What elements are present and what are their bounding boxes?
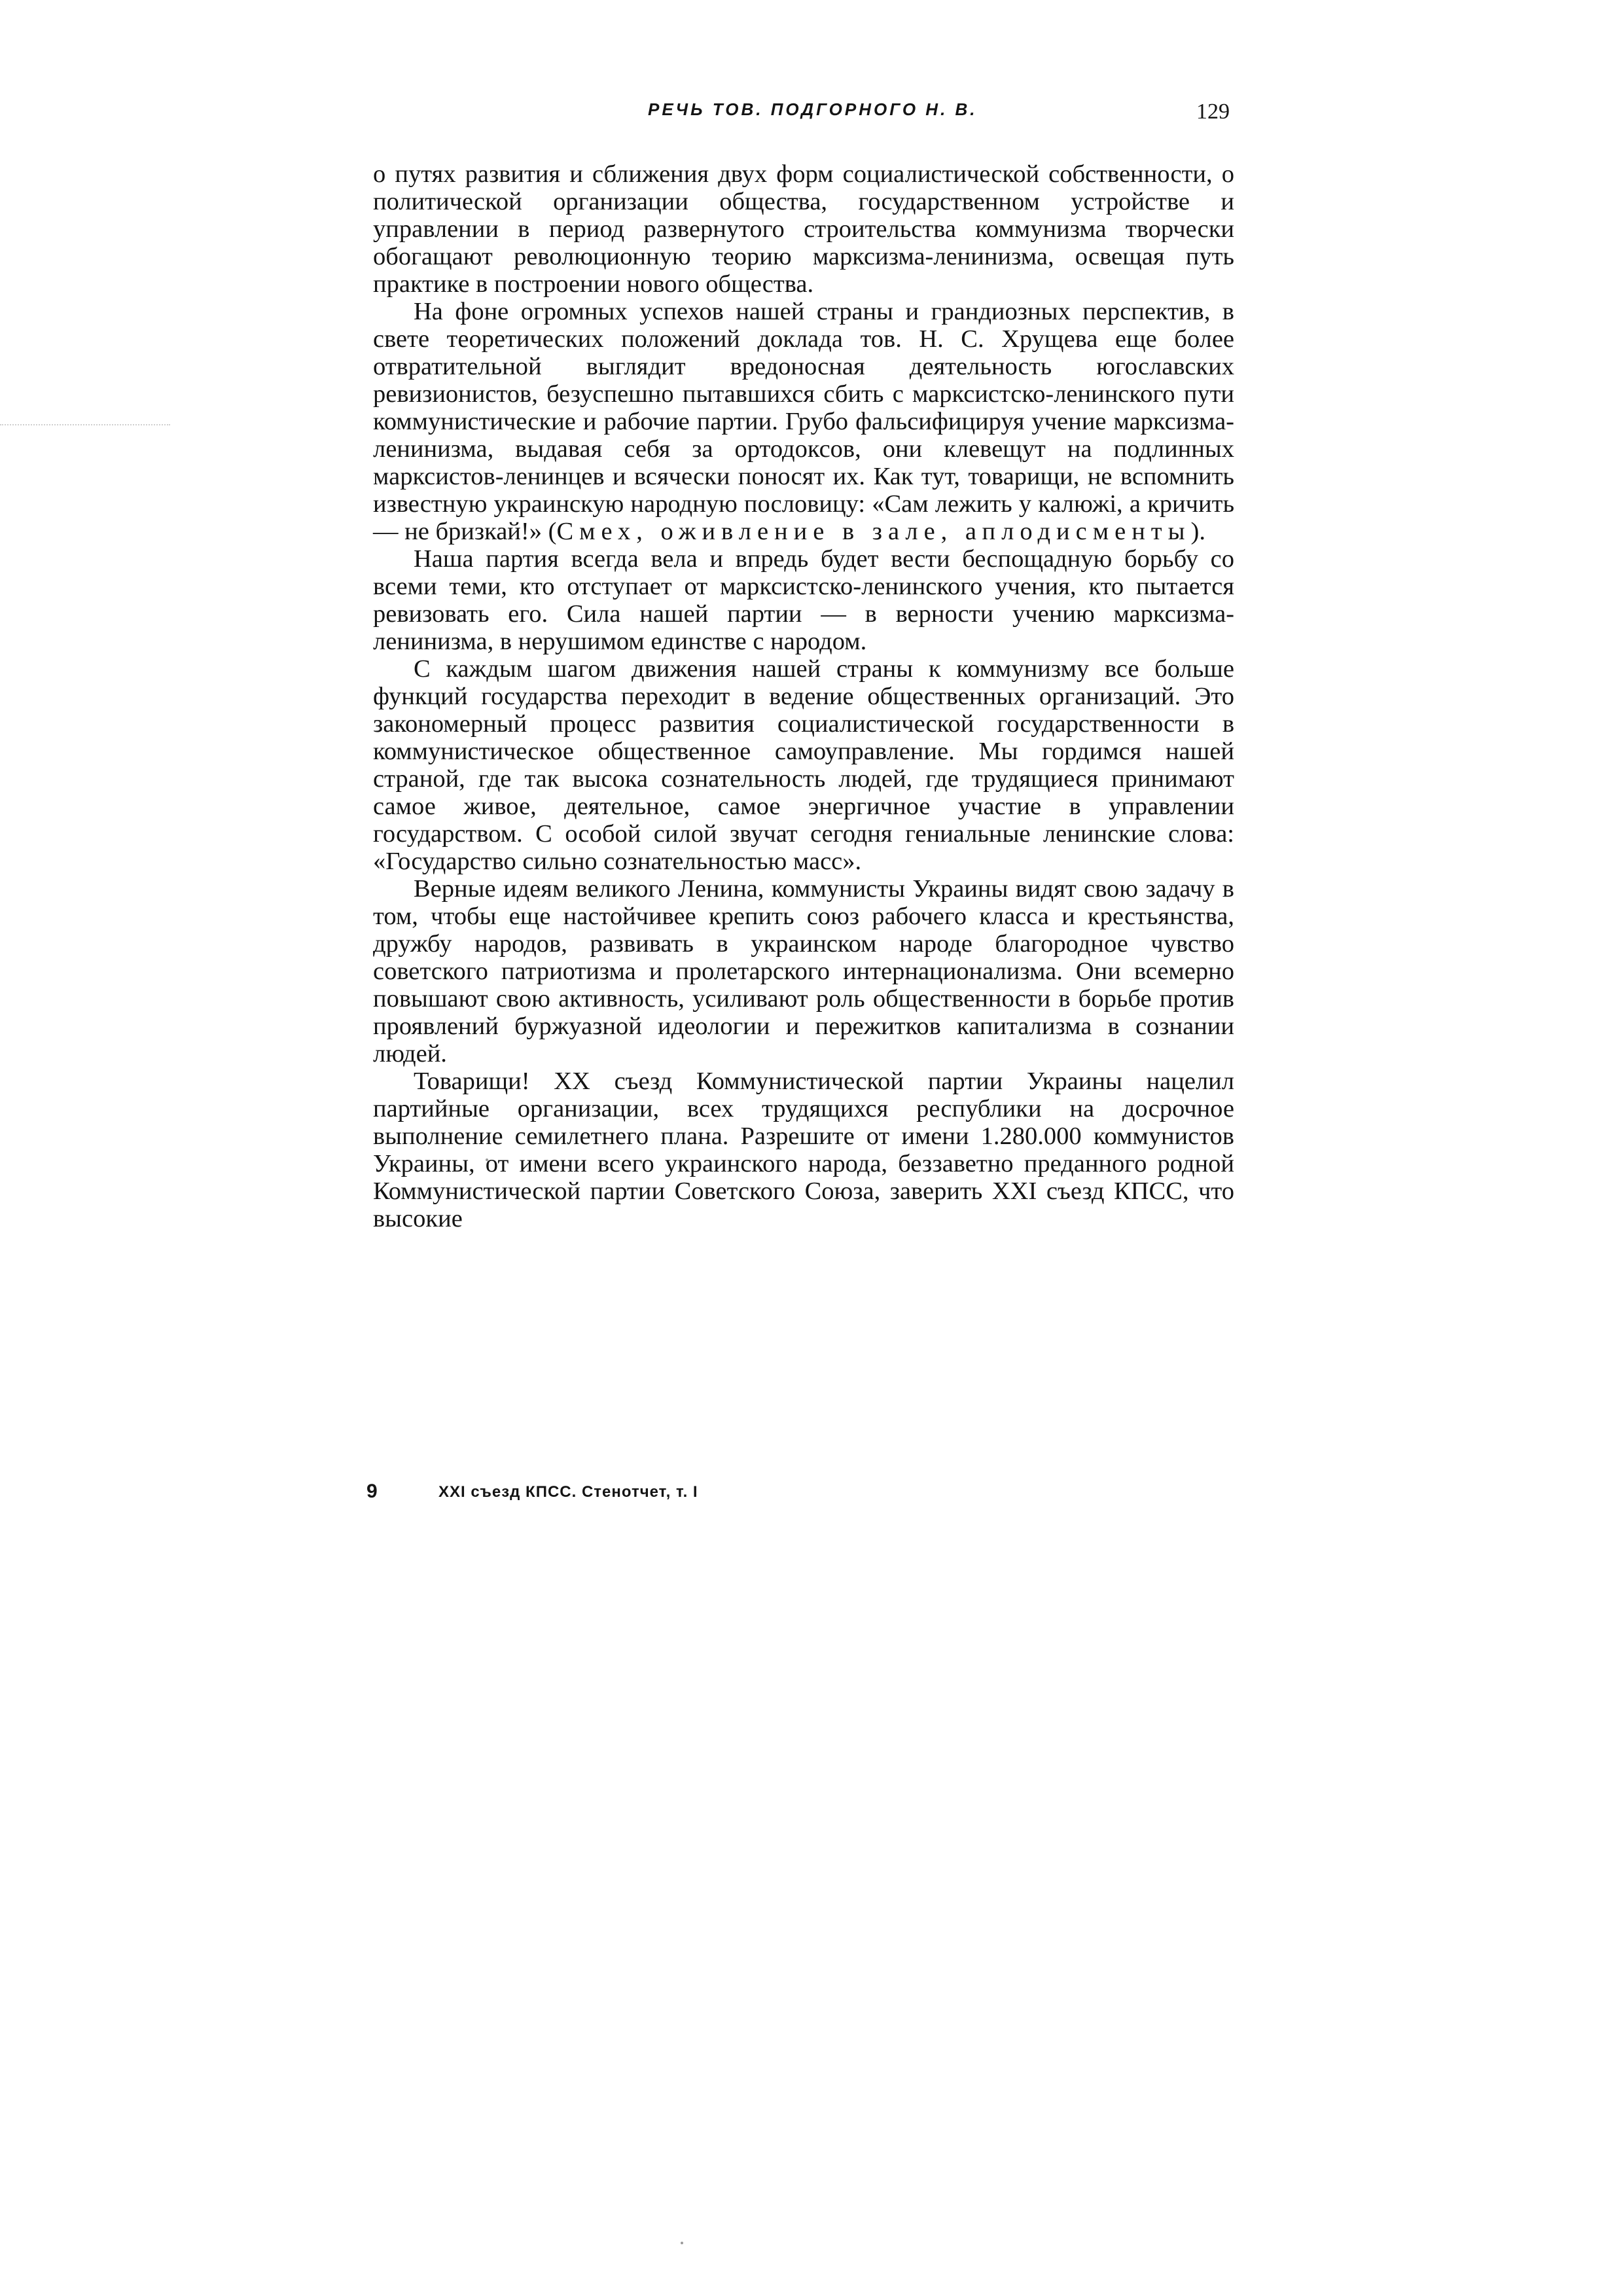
- paragraph: С каждым шагом движения нашей страны к коммунизму все больше функций государства переходит в ведение общественных организаций. Это закономерный процесс развития социалистической государственности в коммунистическое общественное самоуправление. Мы гордимся нашей страной, где так высока сознательность людей, где трудящиеся принимают самое живое, деятельное, самое энергичное участие в управлении государством. С особой силой звучат сегодня гениальные ленинские слова: «Государство сильно сознательностью масс».: [373, 655, 1234, 875]
- paragraph-tail: ).: [1190, 518, 1205, 545]
- paragraph: о путях развития и сближения двух форм социалистической собственности, о политической организации общества, государственном устройстве и управлении в период развернутого строительства коммунизма творчески обогащают революционную теорию марксизма-ленинизма, освещая путь практике в построении нового общества.: [373, 160, 1234, 298]
- paragraph-text: На фоне огромных успехов нашей страны и грандиозных перспектив, в свете теоретических положений доклада тов. Н. С. Хрущева еще более отвратительной выглядит вредоносная деятельность югославских ревизионистов, безуспешно пытавшихся сбить с марксистско-ленинского пути коммунистические и рабочие партии. Грубо фальсифицируя учение марксизма-ленинизма, выдавая себя за ортодоксов, они клевещут на подлинных марксистов-ленинцев и всячески поносят их. Как тут, товарищи, не вспомнить известную украинскую народную пословицу: «Сам лежить у калюжі, а кричить — не бризкай!» (: [373, 298, 1234, 545]
- speech-body: [373, 160, 1234, 1232]
- scan-speck: [681, 2242, 683, 2244]
- stage-remark: Смех, оживление в зале, аплодисменты: [556, 518, 1191, 545]
- page-number: 129: [1196, 99, 1230, 124]
- signature-mark: 9: [366, 1480, 378, 1502]
- scan-artifact-line: [0, 424, 170, 425]
- paragraph: Наша партия всегда вела и впредь будет вести беспощадную борьбу со всеми теми, кто отступает от марксистско-ленинского учения, кто пытается ревизовать его. Сила нашей партии — в верности учению марксизма-ленинизма, в нерушимом единстве с народом.: [373, 545, 1234, 655]
- paragraph: [373, 298, 1234, 545]
- footer-title: XXI съезд КПСС. Стенотчет, т. I: [438, 1483, 698, 1501]
- paragraph: Верные идеям великого Ленина, коммунисты Украины видят свою задачу в том, чтобы еще настойчивее крепить союз рабочего класса и крестьянства, дружбу народов, развивать в украинском народе благородное чувство советского патриотизма и пролетарского интернационализма. Они всемерно повышают свою активность, усиливают роль общественности в борьбе против проявлений буржуазной идеологии и пережитков капитализма в сознании людей.: [373, 875, 1234, 1067]
- running-title: РЕЧЬ ТОВ. ПОДГОРНОГО Н. В.: [648, 99, 978, 119]
- paragraph: Товарищи! XX съезд Коммунистической партии Украины нацелил партийные организации, всех трудящихся республики на досрочное выполнение семилетнего плана. Разрешите от имени 1.280.000 коммунистов Украины, от имени всего украинского народа, беззаветно преданного родной Коммунистической партии Советского Союза, заверить XXI съезд КПСС, что высокие: [373, 1067, 1234, 1232]
